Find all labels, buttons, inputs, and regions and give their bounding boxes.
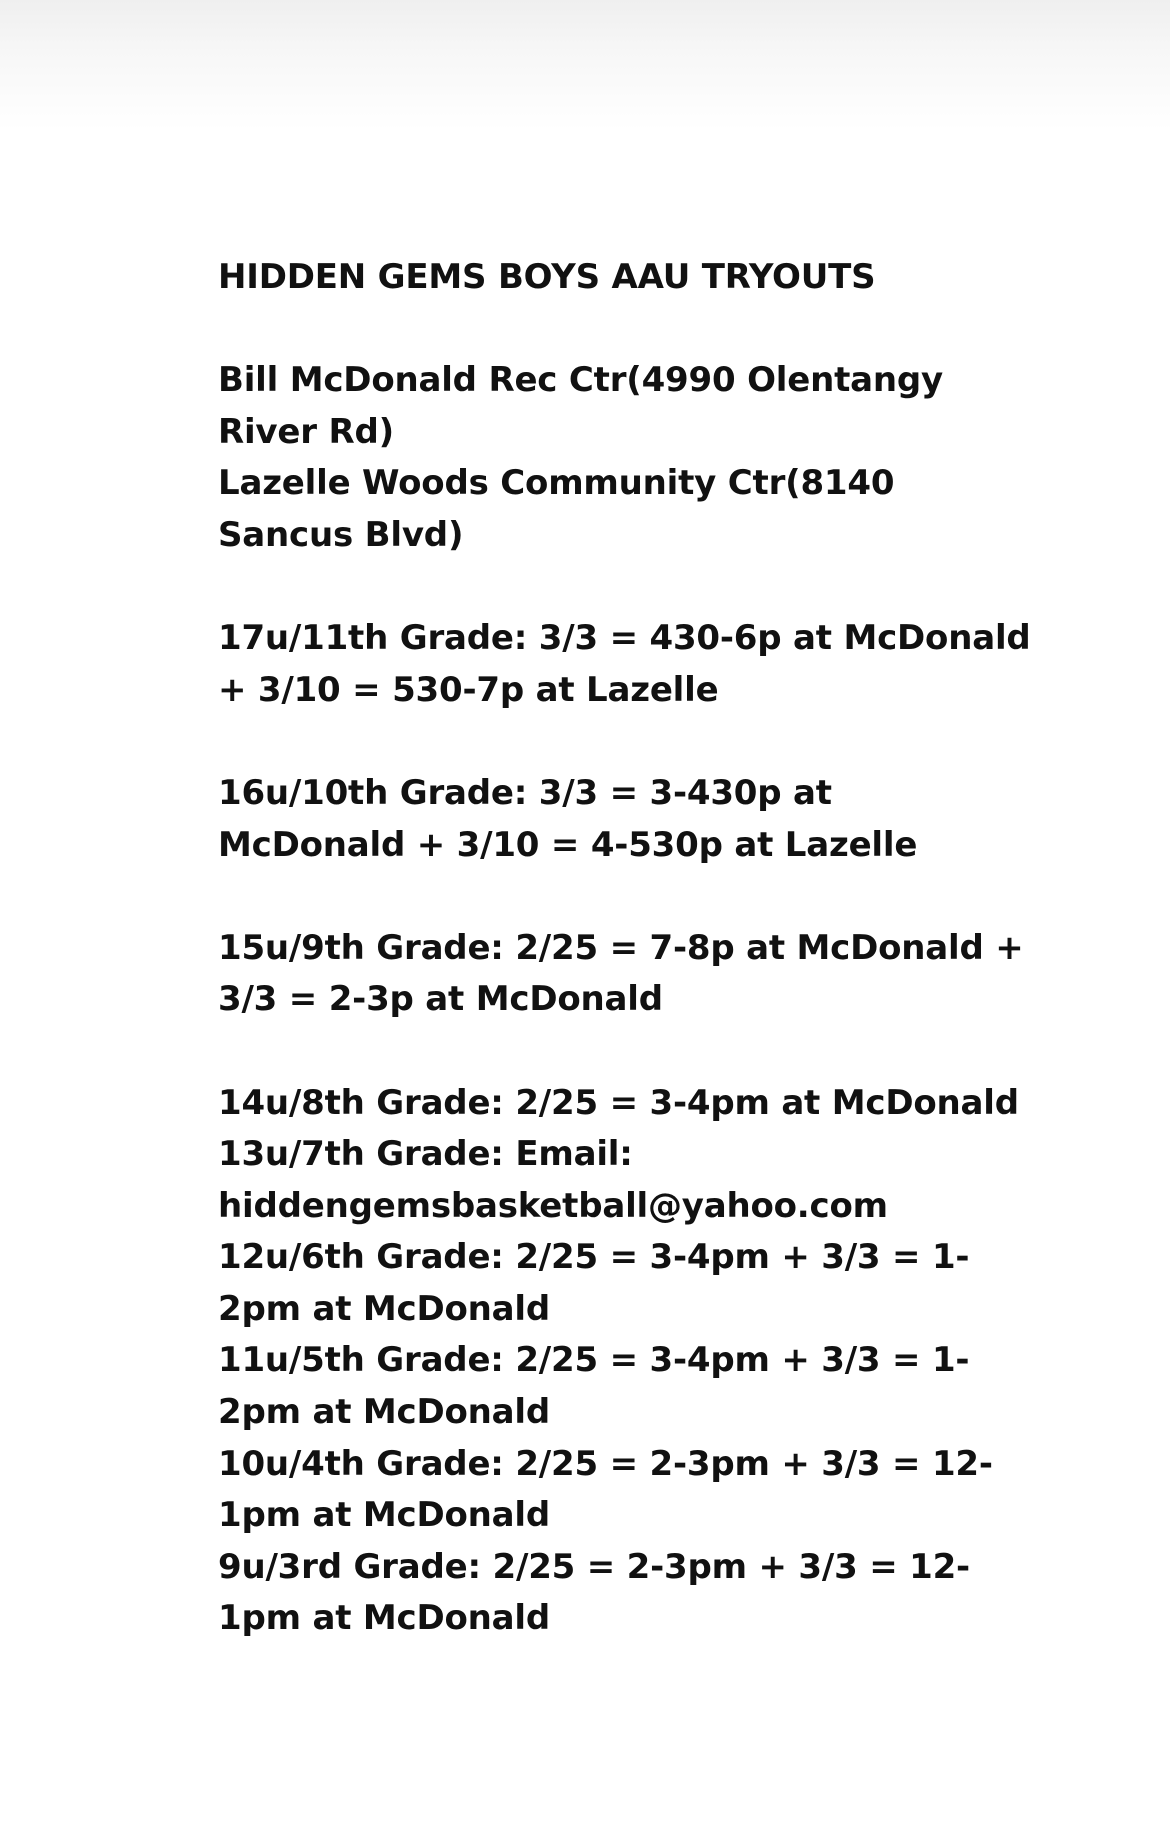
schedule-16u-line-1: 16u/10th Grade: 3/3 = 3-430p at bbox=[218, 772, 832, 813]
schedule-12u-line-1: 12u/6th Grade: 2/25 = 3-4pm + 3/3 = 1- bbox=[218, 1237, 970, 1278]
schedule-12u-line-2: 2pm at McDonald bbox=[218, 1288, 551, 1329]
blank-line bbox=[218, 562, 1018, 614]
schedule-13u-line-1: 13u/7th Grade: Email: bbox=[218, 1134, 633, 1175]
blank-line bbox=[218, 871, 1018, 923]
blank-line bbox=[218, 716, 1018, 768]
schedule-15u-line-1: 15u/9th Grade: 2/25 = 7-8p at McDonald + bbox=[218, 927, 1024, 968]
location-lazelle-woods-line-1: Lazelle Woods Community Ctr(8140 bbox=[218, 463, 895, 504]
schedule-10u-line-2: 1pm at McDonald bbox=[218, 1495, 551, 1536]
blank-line bbox=[218, 304, 1018, 356]
schedule-16u-line-2: McDonald + 3/10 = 4-530p at Lazelle bbox=[218, 824, 918, 865]
schedule-17u-line-1: 17u/11th Grade: 3/3 = 430-6p at McDonald bbox=[218, 618, 1031, 659]
schedule-13u-email: hiddengemsbasketball@yahoo.com bbox=[218, 1185, 888, 1226]
top-fade bbox=[0, 0, 1170, 130]
schedule-10u-line-1: 10u/4th Grade: 2/25 = 2-3pm + 3/3 = 12- bbox=[218, 1443, 993, 1484]
location-bill-mcdonald-line-2: River Rd) bbox=[218, 411, 394, 452]
schedule-17u-line-2: + 3/10 = 530-7p at Lazelle bbox=[218, 669, 719, 710]
schedule-9u-line-2: 1pm at McDonald bbox=[218, 1598, 551, 1639]
schedule-11u-line-1: 11u/5th Grade: 2/25 = 3-4pm + 3/3 = 1- bbox=[218, 1340, 970, 1381]
location-lazelle-woods-line-2: Sancus Blvd) bbox=[218, 514, 464, 555]
blank-line bbox=[218, 1026, 1018, 1078]
schedule-15u-line-2: 3/3 = 2-3p at McDonald bbox=[218, 979, 663, 1020]
schedule-14u-line-1: 14u/8th Grade: 2/25 = 3-4pm at McDonald bbox=[218, 1082, 1019, 1123]
schedule-11u-line-2: 2pm at McDonald bbox=[218, 1392, 551, 1433]
schedule-9u-line-1: 9u/3rd Grade: 2/25 = 2-3pm + 3/3 = 12- bbox=[218, 1546, 970, 1587]
note-body bbox=[218, 252, 1031, 1645]
note-title: HIDDEN GEMS BOYS AAU TRYOUTS bbox=[218, 257, 876, 297]
location-bill-mcdonald-line-1: Bill McDonald Rec Ctr(4990 Olentangy bbox=[218, 360, 943, 401]
